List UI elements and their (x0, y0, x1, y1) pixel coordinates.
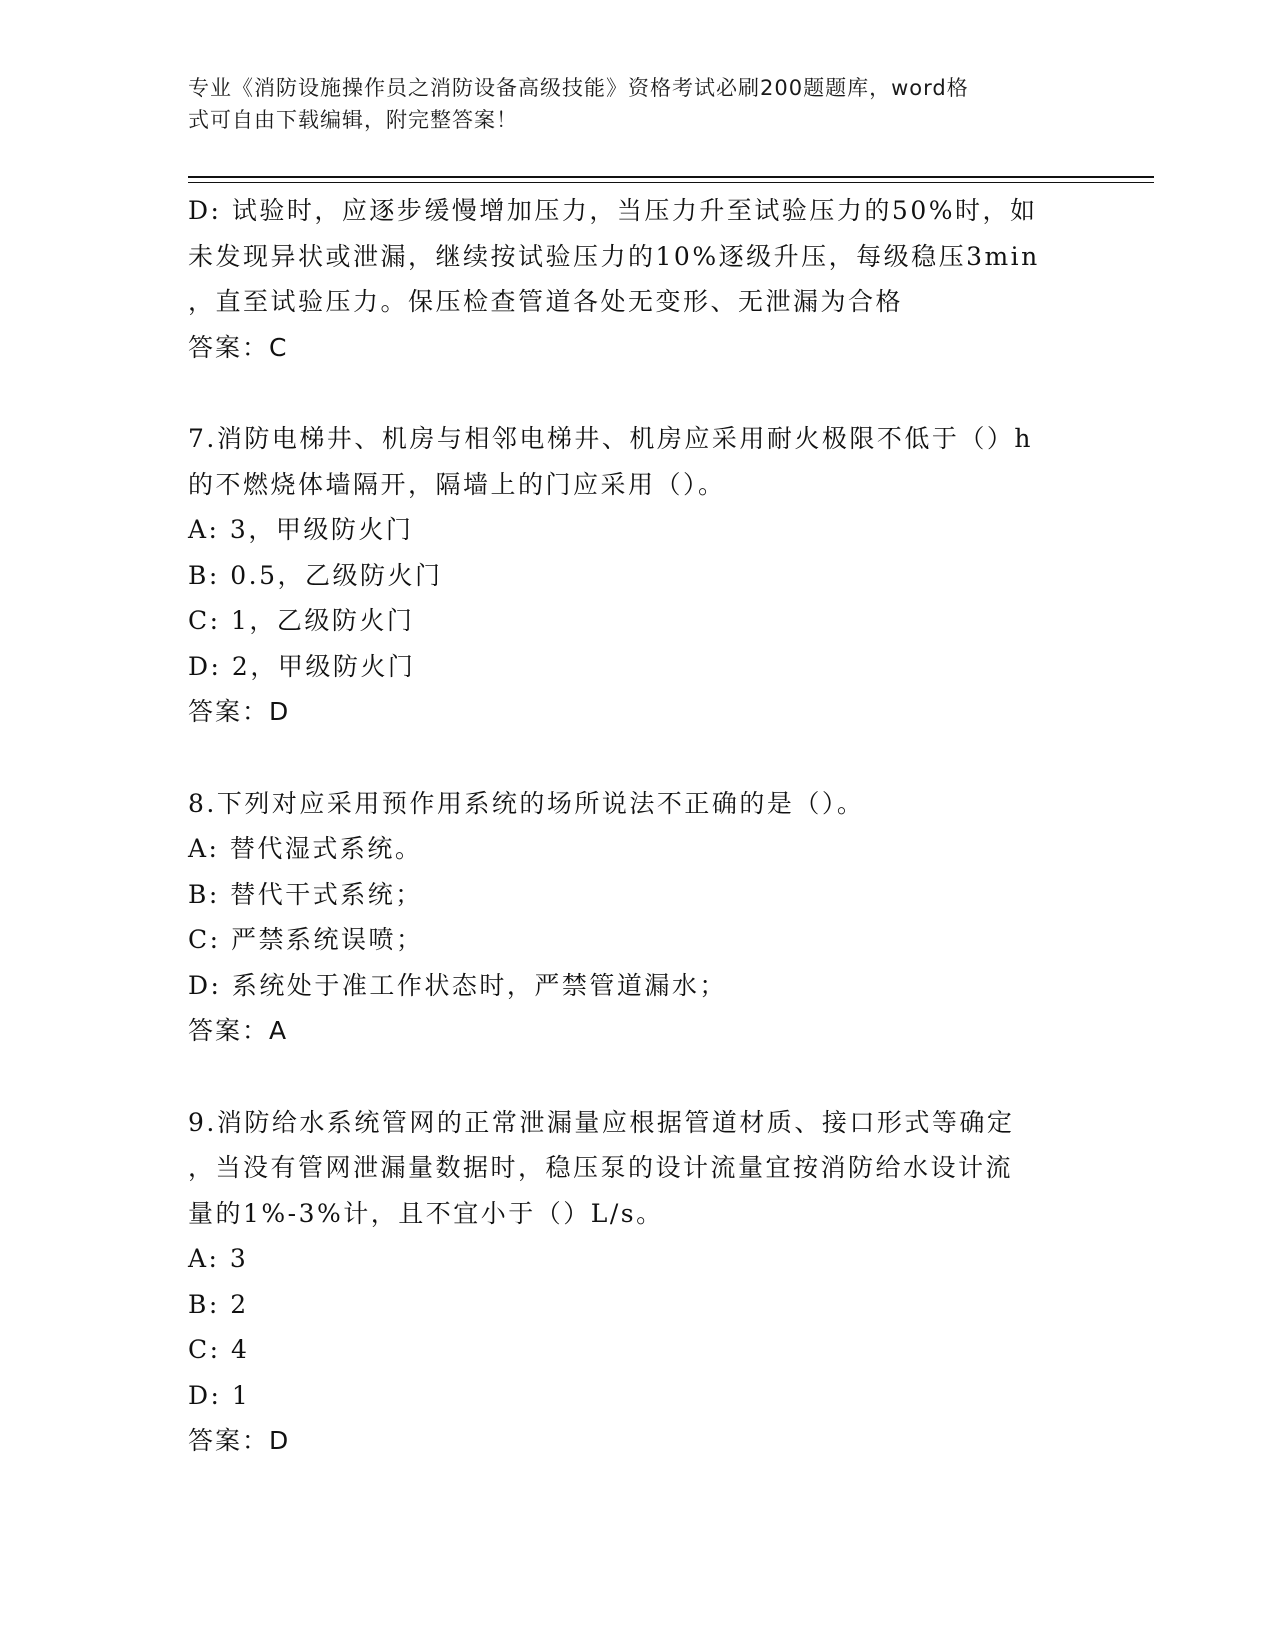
question-9 (188, 1100, 1088, 1464)
option-b: B: 2 (188, 1289, 249, 1319)
option-b: B: 替代干式系统； (188, 879, 423, 909)
option-d: D: 2，甲级防火门 (188, 651, 416, 681)
answer-line: 答案：A (188, 1016, 289, 1045)
header-title-line-2: 式可自由下载编辑，附完整答案！ (188, 108, 518, 132)
question-stem: 8.下列对应采用预作用系统的场所说法不正确的是（）。 (188, 788, 865, 818)
answer-line: 答案：D (188, 1426, 291, 1455)
option-d: D: 系统处于准工作状态时，严禁管道漏水； (188, 970, 727, 1000)
option-a: A: 替代湿式系统。 (188, 834, 423, 863)
option-b: B: 0.5，乙级防火门 (188, 560, 443, 590)
document-header (188, 72, 1068, 136)
document-body (188, 188, 1088, 1464)
option-c: C: 严禁系统误喷； (188, 925, 424, 954)
option-d-line-2: 未发现异状或泄漏，继续按试验压力的10%逐级升压，每级稳压3min (188, 241, 1040, 271)
question-6-tail (188, 188, 1088, 370)
spacer (188, 1054, 1088, 1100)
header-title-line-1: 专业《消防设施操作员之消防设备高级技能》资格考试必刷200题题库，word格 (188, 76, 969, 100)
question-7 (188, 416, 1088, 735)
spacer (188, 735, 1088, 781)
spacer (188, 370, 1088, 416)
question-stem-line-2: 的不燃烧体墙隔开，隔墙上的门应采用（）。 (188, 469, 726, 499)
option-d-line-1: D: 试验时，应逐步缓慢增加压力，当压力升至试验压力的50%时，如 (188, 196, 1038, 225)
question-stem-line-1: 7.消防电梯井、机房与相邻电梯井、机房应采用耐火极限不低于（）h (188, 424, 1033, 453)
header-divider-thick (188, 176, 1154, 178)
question-8 (188, 781, 1088, 1054)
option-c: C: 1，乙级防火门 (188, 606, 415, 635)
option-a: A: 3 (188, 1244, 249, 1273)
option-d-line-3: ，直至试验压力。保压检查管道各处无变形、无泄漏为合格 (188, 287, 904, 316)
answer-line: 答案：C (188, 332, 289, 362)
question-stem-line-2: ，当没有管网泄漏量数据时，稳压泵的设计流量宜按消防给水设计流 (188, 1153, 1014, 1182)
header-divider-thin (188, 182, 1154, 183)
option-d: D: 1 (188, 1380, 251, 1410)
answer-line: 答案：D (188, 697, 291, 726)
option-c: C: 4 (188, 1335, 250, 1364)
question-stem-line-3: 量的1%-3%计，且不宜小于（）L/s。 (188, 1198, 664, 1228)
option-a: A: 3，甲级防火门 (188, 515, 414, 544)
question-stem-line-1: 9.消防给水系统管网的正常泄漏量应根据管道材质、接口形式等确定 (188, 1107, 1015, 1137)
